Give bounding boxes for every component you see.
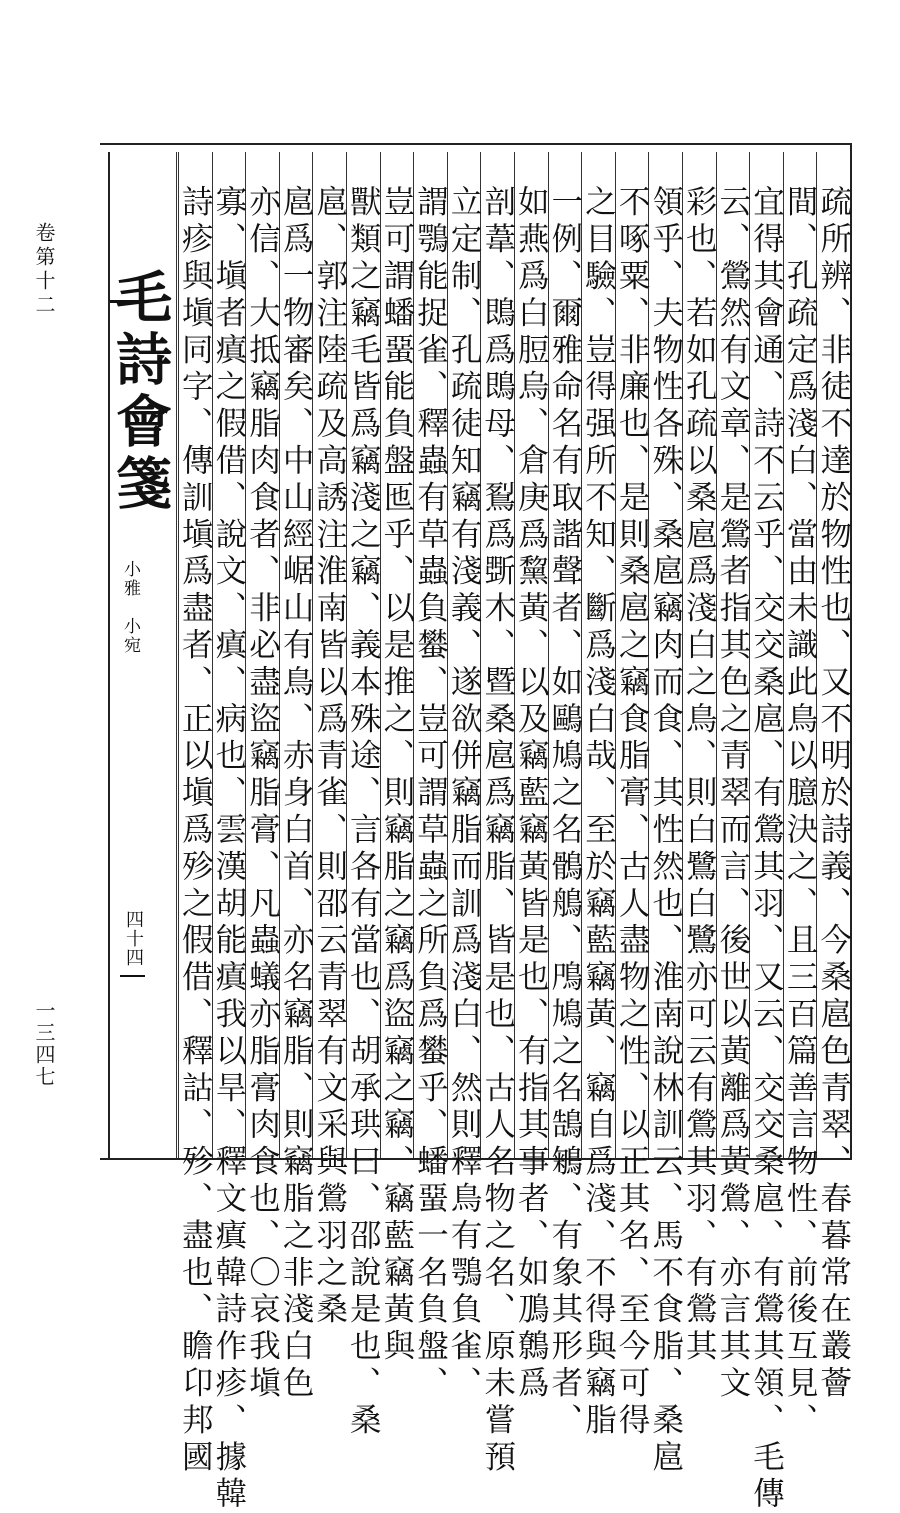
leaf-mark	[120, 975, 145, 977]
volume-label: 卷第十二	[32, 222, 56, 318]
text-column: 扈、郭注陸疏及高誘注淮南皆以爲青雀、則邵云青翠有文采與鶯羽之桑	[311, 185, 348, 1329]
text-column: 謂鶚能捉雀、釋蟲有草蟲負蠜、豈可謂草蟲之所負爲蠜乎、蟠蝁一名負盤、	[412, 185, 449, 1403]
text-column: 疏所辨、非徒不達於物性也、又不明於詩義、今桑扈色青翠、春暮常在叢薈	[815, 185, 852, 1403]
text-column: 不啄粟、非廉也、是則桑扈之竊食脂膏、古人盡物之性、以正其名、至今可得	[614, 185, 651, 1440]
text-column: 扈爲一物審矣、中山經崌山有鳥、赤身白首、亦名竊脂、則竊脂之非淺白色	[278, 185, 315, 1403]
text-column: 獸類之竊毛皆爲竊淺之竊、義本殊途、言各有當也、胡承珙曰、邵說是也、桑	[345, 185, 382, 1440]
column-rule	[178, 152, 179, 1158]
text-column: 立定制、孔疏徒知竊有淺義、遂欲併竊脂而訓爲淺白、然則釋鳥有鶚負雀、	[446, 185, 483, 1403]
page-number: 一三四七	[32, 1000, 56, 1088]
text-column: 亦信、大抵竊脂肉食者、非必盡盜竊脂膏、凡蟲蟻亦脂膏肉食也、〇哀我塡	[244, 185, 281, 1403]
text-column: 間、孔疏定爲淺白、當由未識此鳥以臆決之、且三百篇善言物性、前後互見、	[782, 185, 819, 1440]
text-column: 一例、爾雅命名有取諧聲者、如鷗鳩之名鶻鵃、鳲鳩之名鵠鵴、有象其形者、	[546, 185, 583, 1440]
text-column: 剖葦、鵖爲鵖母、鴷爲斲木、暨桑扈爲竊脂、皆是也、古人名物之名、原未嘗預	[479, 185, 516, 1477]
text-column: 彩也、若如孔疏以桑扈爲淺白之鳥、則白鷺白鷺亦可云有鶯其羽、有鶯其	[681, 185, 718, 1366]
book-title: 毛詩會箋	[107, 268, 173, 516]
leaf-number: 四十四	[123, 910, 144, 967]
text-column: 寡、塡者瘨之假借、說文、瘨、病也、雲漢胡能瘨我以旱、釋文瘨韓詩作疹、據韓	[210, 185, 247, 1513]
text-column: 云、鶯然有文章、是鶯者指其色之青翠而言、後世以黃離爲黃鶯、亦言其文	[714, 185, 751, 1403]
section-label: 小雅 小宛	[120, 560, 140, 655]
frame-top-rule	[100, 143, 852, 145]
text-column: 領乎、夫物性各殊、桑扈竊肉而食、其性然也、淮南說林訓云、馬不食脂、桑扈	[647, 185, 684, 1477]
text-column: 如燕爲白脰烏、倉庚爲黧黃、以及竊藍竊黃皆是也、有指其事者、如鳭鷯爲	[513, 185, 550, 1403]
text-column: 之目驗、豈得强所不知、斷爲淺白哉、至於竊藍竊黃、竊自爲淺、不得與竊脂	[580, 185, 617, 1440]
text-column: 豈可謂蟠蝁能負盤匜乎、以是推之、則竊脂之竊爲盜竊之竊、竊藍竊黃與	[378, 185, 415, 1366]
text-column: 宜得其會通、詩不云乎、交交桑扈、有鶯其羽、又云、交交桑扈、有鶯其領、毛傳	[748, 185, 785, 1513]
text-column: 詩疹與塡同字、傳訓塡爲盡者、正以塡爲殄之假借、釋詁、殄、盡也、瞻卬邦國	[177, 185, 214, 1477]
